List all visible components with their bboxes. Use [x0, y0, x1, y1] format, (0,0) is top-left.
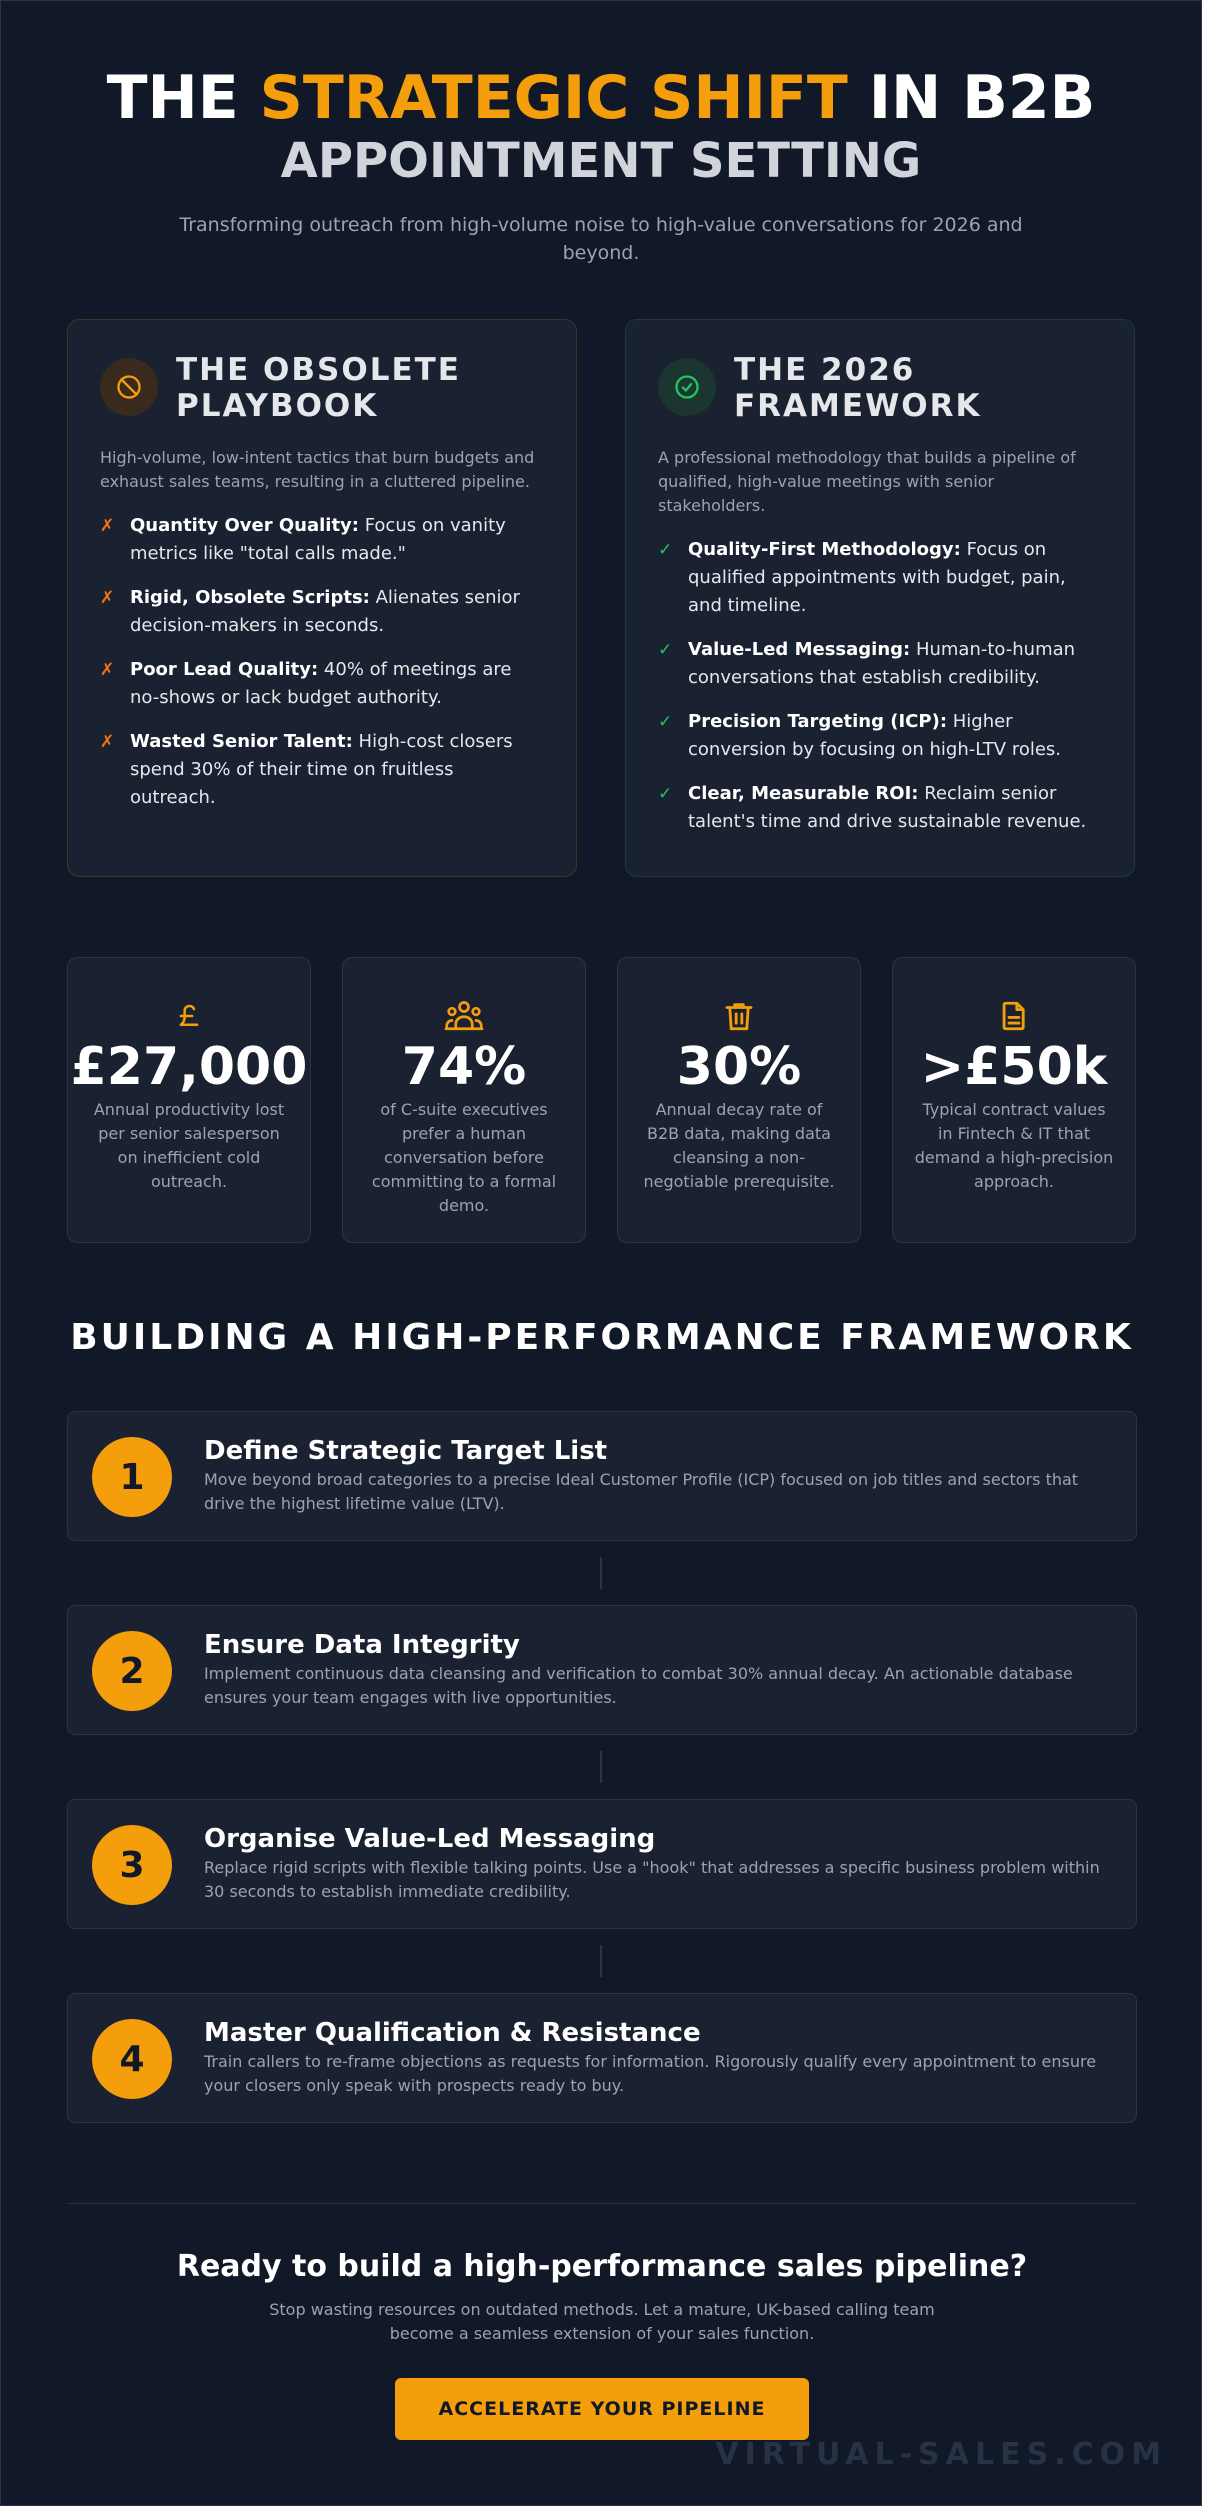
point-text: Higher conversion by focusing on high-LTV roles.: [688, 711, 1062, 760]
point-heading: Quality-First Methodology:: [688, 539, 961, 560]
stat-value: 30%: [676, 1037, 802, 1097]
framework-section-title: BUILDING A HIGH-PERFORMANCE FRAMEWORK: [70, 1317, 1134, 1358]
cross-icon: ✗: [100, 732, 115, 752]
comparison-section: [67, 319, 1137, 877]
point-heading: Value-Led Messaging:: [688, 639, 911, 660]
step-card: [67, 1605, 1137, 1735]
page-subtitle: Transforming outreach from high-volume noise to high-value conversations for 2026 and beyond.: [179, 214, 1023, 264]
stat-label: Annual productivity lost per senior salesperson on inefficient cold outreach.: [93, 1100, 285, 1191]
step-title: Organise Value-Led Messaging: [204, 1824, 656, 1854]
card-description: A professional methodology that builds a pipeline of qualified, high-value meetings with senior stakeholders.: [658, 448, 1076, 515]
step-connector: [600, 1751, 602, 1783]
list-item: [658, 536, 1102, 620]
step-connector: [600, 1557, 602, 1589]
cross-icon: ✗: [100, 516, 115, 536]
step-title: Define Strategic Target List: [204, 1436, 608, 1466]
cross-icon: ✗: [100, 588, 115, 608]
step-description: Train callers to re-frame objections as requests for information. Rigorously qualify every appointment to ensure your closers only speak with prospects ready to buy.: [204, 2052, 1097, 2095]
list-item: [100, 512, 544, 568]
cta-text: Stop wasting resources on outdated methods. Let a mature, UK-based calling team become a seamless extension of your sales function.: [269, 2300, 935, 2343]
point-text: Reclaim senior talent's time and drive sustainable revenue.: [688, 783, 1087, 832]
trash-icon: [618, 996, 860, 1036]
stat-label: Annual decay rate of B2B data, making data cleansing a non-negotiable prerequisite.: [643, 1100, 835, 1191]
list-item: [100, 584, 544, 640]
stat-value: >£50k: [920, 1037, 1108, 1097]
stat-card-data-decay: [617, 957, 861, 1243]
obsolete-playbook-card: [67, 319, 577, 877]
list-item: [100, 728, 544, 812]
point-heading: Quantity Over Quality:: [130, 515, 359, 536]
step-number-badge: 1: [92, 1437, 172, 1517]
stat-value: £27,000: [70, 1037, 308, 1097]
point-text: Alienates senior decision-makers in seconds.: [130, 587, 520, 636]
step-card: [67, 1411, 1137, 1541]
stat-value: 74%: [401, 1037, 527, 1097]
users-icon: [343, 996, 585, 1036]
card-description: High-volume, low-intent tactics that burn budgets and exhaust sales teams, resulting in a cluttered pipeline.: [100, 448, 535, 491]
point-text: 40% of meetings are no-shows or lack budget authority.: [130, 659, 512, 708]
point-text: Focus on vanity metrics like "total calls made.": [130, 515, 506, 564]
page-title-line2: APPOINTMENT SETTING: [280, 133, 922, 189]
framework-points-list: [658, 536, 1102, 836]
ban-icon: [100, 358, 158, 416]
step-title: Master Qualification & Resistance: [204, 2018, 701, 2048]
obsolete-points-list: [100, 512, 544, 812]
step-connector: [600, 1945, 602, 1977]
step-number-badge: 3: [92, 1825, 172, 1905]
step-description: Move beyond broad categories to a precise Ideal Customer Profile (ICP) focused on job titles and sectors that drive the highest lifetime value (LTV).: [204, 1470, 1079, 1513]
framework-2026-card: [625, 319, 1135, 877]
check-circle-icon: [658, 358, 716, 416]
header: [1, 1, 1201, 267]
cta-title: Ready to build a high-performance sales pipeline?: [176, 2249, 1028, 2284]
title-prefix: THE: [106, 63, 260, 133]
step-description: Implement continuous data cleansing and verification to combat 30% annual decay. An actionable database ensures your team engages with live opportunities.: [204, 1664, 1073, 1707]
step-title: Ensure Data Integrity: [204, 1630, 520, 1660]
accelerate-pipeline-button[interactable]: ACCELERATE YOUR PIPELINE: [395, 2378, 809, 2440]
point-text: High-cost closers spend 30% of their time on fruitless outreach.: [130, 731, 513, 808]
point-heading: Poor Lead Quality:: [130, 659, 319, 680]
check-icon: ✓: [658, 784, 673, 804]
stat-card-productivity: [67, 957, 311, 1243]
pound-icon: [68, 996, 310, 1036]
title-accent: STRATEGIC SHIFT: [259, 63, 848, 133]
card-title: THE OBSOLETE PLAYBOOK: [176, 352, 461, 424]
point-heading: Clear, Measurable ROI:: [688, 783, 919, 804]
stat-label: Typical contract values in Fintech & IT that demand a high-precision approach.: [914, 1100, 1114, 1191]
card-header: [100, 352, 544, 424]
check-icon: ✓: [658, 540, 673, 560]
point-heading: Precision Targeting (ICP):: [688, 711, 948, 732]
watermark: VIRTUAL-SALES.COM: [715, 2437, 1167, 2472]
list-item: [658, 780, 1102, 836]
check-icon: ✓: [658, 640, 673, 660]
stat-card-contract-values: [892, 957, 1136, 1243]
step-number-badge: 4: [92, 2019, 172, 2099]
list-item: [658, 636, 1102, 692]
call-to-action: [1, 2249, 1202, 2440]
stats-section: [67, 957, 1137, 1243]
point-heading: Rigid, Obsolete Scripts:: [130, 587, 370, 608]
stat-label: of C-suite executives prefer a human conversation before committing to a formal demo.: [371, 1100, 557, 1215]
step-number-badge: 2: [92, 1631, 172, 1711]
title-suffix: IN B2B: [847, 63, 1096, 133]
step-description: Replace rigid scripts with flexible talking points. Use a "hook" that addresses a specific business problem within 30 seconds to establish immediate credibility.: [204, 1858, 1100, 1901]
point-heading: Wasted Senior Talent:: [130, 731, 353, 752]
section-divider: [67, 2203, 1137, 2204]
step-card: [67, 1993, 1137, 2123]
page-title: [1, 63, 1201, 133]
stat-card-executives: [342, 957, 586, 1243]
document-icon: [893, 996, 1135, 1036]
cross-icon: ✗: [100, 660, 115, 680]
list-item: [658, 708, 1102, 764]
step-card: [67, 1799, 1137, 1929]
point-text: Focus on qualified appointments with budget, pain, and timeline.: [688, 539, 1066, 616]
list-item: [100, 656, 544, 712]
point-text: Human-to-human conversations that establish credibility.: [688, 639, 1076, 688]
card-header: [658, 352, 1102, 424]
card-title: THE 2026 FRAMEWORK: [734, 352, 982, 424]
check-icon: ✓: [658, 712, 673, 732]
